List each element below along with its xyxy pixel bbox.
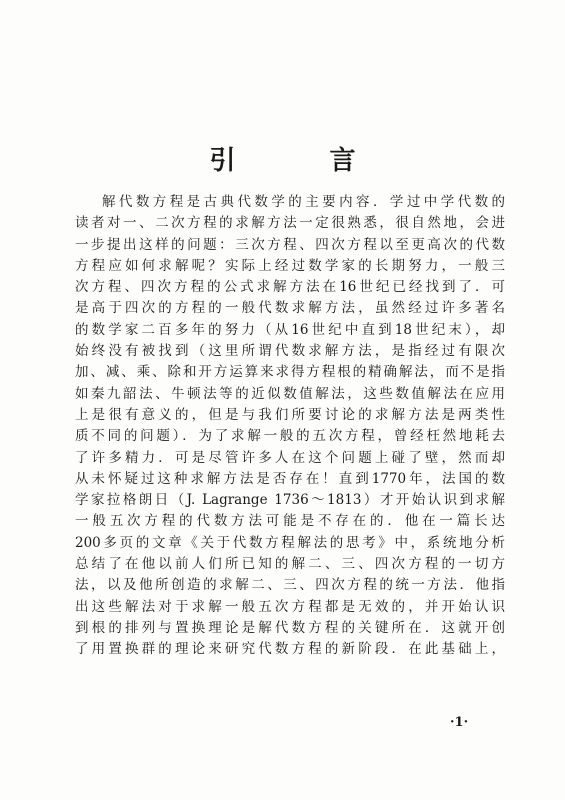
body-paragraph (75, 192, 505, 661)
text-line: 始终没有被找到（这里所谓代数求解方法，是指经过有限次 (75, 343, 505, 360)
text-line: 了许多精力．可是尽管许多人在这个问题上碰了壁，然而却 (75, 449, 505, 466)
text-line: 是高于四次的方程的一般代数求解方法，虽然经过许多著名 (75, 300, 505, 317)
text-line: 质不同的问题）．为了求解一般的五次方程，曾经枉然地耗去 (75, 428, 505, 445)
page-number: ·1· (450, 715, 469, 730)
text-line: 的数学家二百多年的努力（从16世纪中直到18世纪末），却 (75, 321, 505, 338)
text-line: 方程应如何求解呢？实际上经过数学家的长期努力，一般三 (75, 257, 505, 274)
text-line: 法，以及他所创造的求解二、三、四次方程的统一方法．他指 (75, 577, 505, 594)
chapter-title: 引 言 (209, 146, 390, 176)
text-line: 一步提出这样的问题：三次方程、四次方程以至更高次的代数 (75, 236, 505, 253)
text-line: 上是很有意义的，但是与我们所要讨论的求解方法是两类性 (75, 406, 505, 423)
text-line: 到根的排列与置换理论是解代数方程的关键所在．这就开创 (75, 619, 505, 636)
text-line: 读者对一、二次方程的求解方法一定很熟悉，很自然地，会进 (75, 215, 505, 232)
text-line: 总结了在他以前人们所已知的解二、三、四次方程的一切方 (75, 556, 505, 573)
text-line: 次方程、四次方程的公式求解方法在16世纪已经找到了．可 (75, 279, 505, 296)
text-line: 出这些解法对于求解一般五次方程都是无效的，并开始认识 (75, 598, 505, 615)
text-line: 了用置换群的理论来研究代数方程的新阶段．在此基础上， (75, 641, 505, 658)
text-line: 200多页的文章《关于代数方程解法的思考》中，系统地分析 (75, 534, 505, 551)
text-line: 一般五次方程的代数方法可能是不存在的．他在一篇长达 (75, 513, 505, 530)
text-line: 从未怀疑过这种求解方法是否存在！直到1770年，法国的数 (75, 470, 505, 487)
text-line: 解代数方程是古典代数学的主要内容．学过中学代数的 (102, 194, 505, 210)
text-line: 如秦九韶法、牛顿法等的近似数值解法，这些数值解法在应用 (75, 385, 505, 402)
text-line: 加、减、乘、除和开方运算来求得方程根的精确解法，而不是指 (75, 364, 505, 381)
text-line: 学家拉格朗日（J. Lagrange 1736～1813）才开始认识到求解 (75, 492, 505, 509)
